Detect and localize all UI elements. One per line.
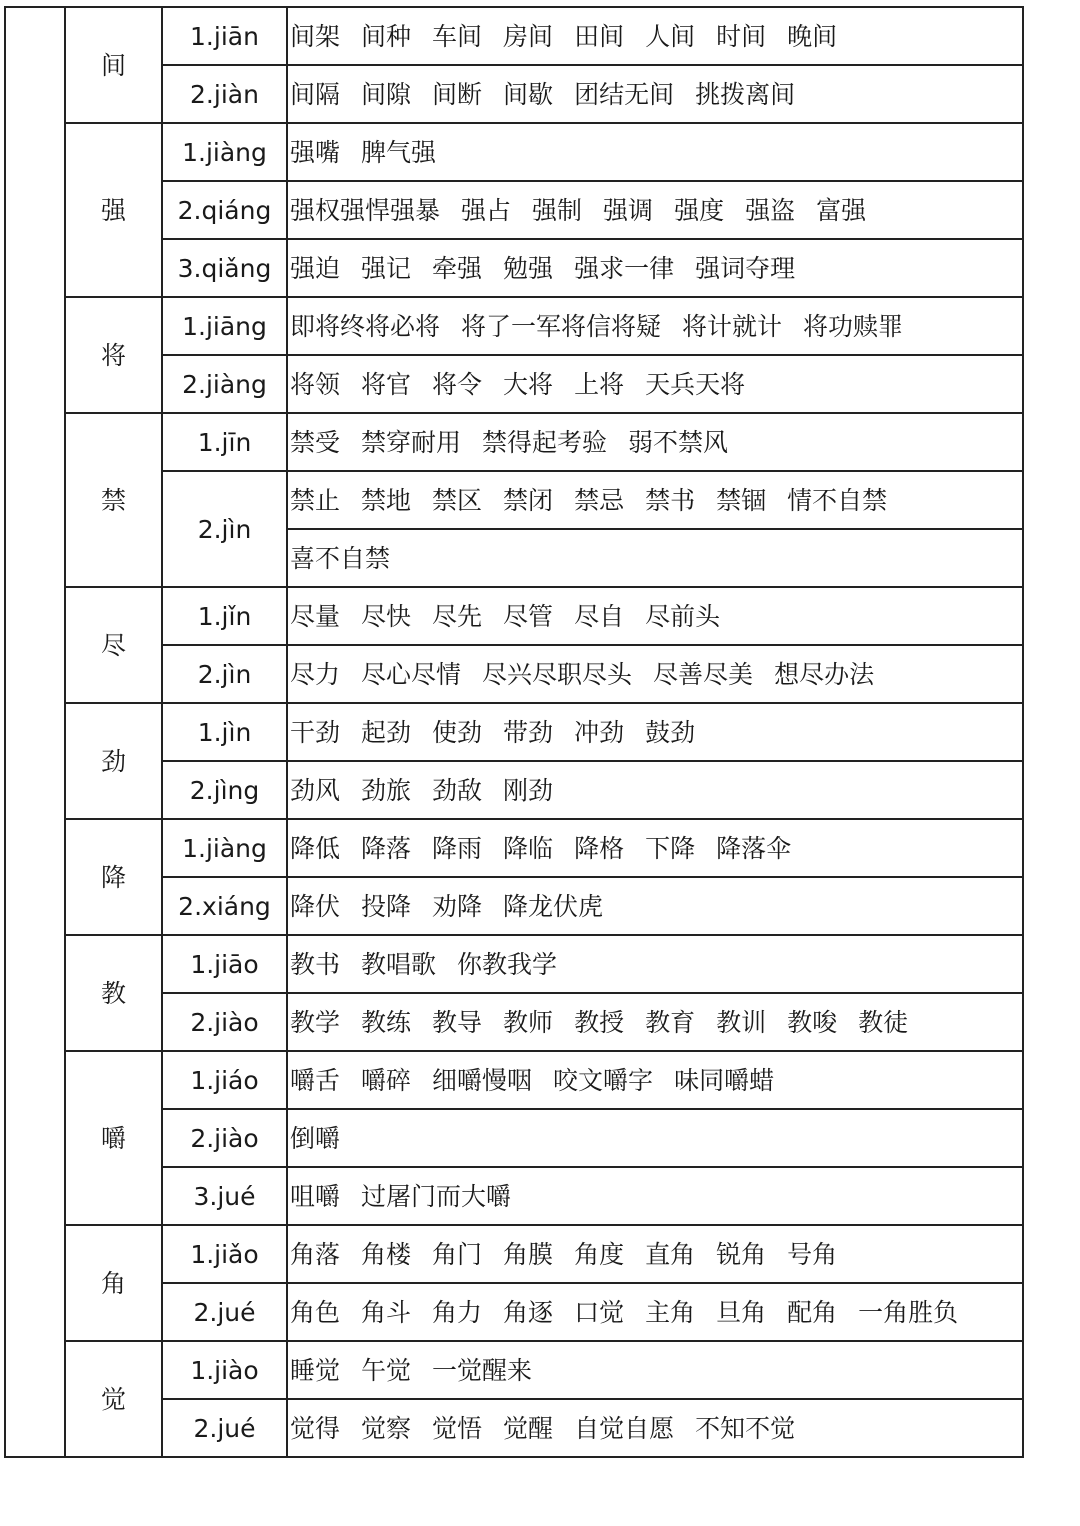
example-word: 禁受 [290,427,341,457]
example-word: 想尽办法 [774,659,875,689]
example-word: 直角 [645,1239,696,1269]
polyphone-table [4,6,1024,1458]
example-word: 大将 [503,369,554,399]
character-cell: 嚼 [65,1051,162,1225]
example-word: 间架 [290,21,341,51]
word-list-cell [287,355,1023,413]
word-list-cell [287,703,1023,761]
example-word: 时间 [716,21,767,51]
example-word: 教师 [503,1007,554,1037]
polyphone-table-container [4,6,1024,1458]
example-word: 教训 [716,1007,767,1037]
word-list-cell [287,877,1023,935]
example-word: 号角 [787,1239,838,1269]
example-word: 教授 [574,1007,625,1037]
polyphone-table-body [5,7,1023,1457]
example-word: 劲风 [290,775,341,805]
pinyin-cell: 3.qiǎng [162,239,287,297]
table-row [5,935,1023,993]
word-list-cell [287,1109,1023,1167]
table-row [5,587,1023,645]
example-word: 强嘴 [290,137,341,167]
example-word: 禁忌 [574,485,625,515]
example-word: 角力 [432,1297,483,1327]
example-word: 教唱歌 [361,949,437,979]
example-word: 人间 [645,21,696,51]
word-list-cell [287,761,1023,819]
example-word: 觉察 [361,1413,412,1443]
example-word: 降格 [574,833,625,863]
pinyin-cell: 2.jué [162,1399,287,1457]
example-word: 强求一律 [574,253,675,283]
example-word: 将领 [290,369,341,399]
example-word: 将官 [361,369,412,399]
table-row [5,819,1023,877]
table-row [5,123,1023,181]
example-word: 田间 [574,21,625,51]
pinyin-cell: 1.jiào [162,1341,287,1399]
pinyin-cell: 2.jìn [162,471,287,587]
example-word: 间隙 [361,79,412,109]
example-word: 角逐 [503,1297,554,1327]
example-word: 禁锢 [716,485,767,515]
character-cell: 劲 [65,703,162,819]
example-word: 弱不禁风 [628,427,729,457]
example-word: 投降 [361,891,412,921]
example-word: 间断 [432,79,483,109]
example-word: 劝降 [432,891,483,921]
example-word: 车间 [432,21,483,51]
example-word: 尽兴尽职尽头 [482,659,633,689]
example-word: 间种 [361,21,412,51]
example-word: 尽善尽美 [653,659,754,689]
word-list-cell [287,239,1023,297]
example-word: 房间 [503,21,554,51]
example-word: 口觉 [574,1297,625,1327]
character-cell: 角 [65,1225,162,1341]
blank-lead-column [5,7,65,1457]
example-word: 情不自禁 [787,485,888,515]
example-word: 团结无间 [574,79,675,109]
pinyin-cell: 1.jìn [162,703,287,761]
example-word: 尽快 [361,601,412,631]
example-word: 角度 [574,1239,625,1269]
pinyin-cell: 1.jǐn [162,587,287,645]
example-word: 不知不觉 [695,1413,796,1443]
table-row [5,297,1023,355]
table-row [5,7,1023,65]
pinyin-cell: 1.jīn [162,413,287,471]
pinyin-cell: 1.jiáo [162,1051,287,1109]
character-cell: 觉 [65,1341,162,1457]
example-word: 降落伞 [716,833,792,863]
example-word: 劲旅 [361,775,412,805]
example-word: 角斗 [361,1297,412,1327]
example-word: 强记 [361,253,412,283]
example-word: 晚间 [787,21,838,51]
example-word: 劲敌 [432,775,483,805]
pinyin-cell: 2.qiáng [162,181,287,239]
example-word: 强迫 [290,253,341,283]
pinyin-cell: 2.jìn [162,645,287,703]
example-word: 教书 [290,949,341,979]
example-word: 禁区 [432,485,483,515]
example-word: 上将 [574,369,625,399]
example-word: 将计就计 [682,311,783,341]
example-word: 使劲 [432,717,483,747]
word-list-cell [287,819,1023,877]
example-word: 鼓劲 [645,717,696,747]
example-word: 尽心尽情 [361,659,462,689]
pinyin-cell: 2.jìng [162,761,287,819]
example-word: 旦角 [716,1297,767,1327]
example-word: 降龙伏虎 [503,891,604,921]
example-word: 强制 [532,195,583,225]
example-word: 角色 [290,1297,341,1327]
pinyin-cell: 2.xiáng [162,877,287,935]
example-word: 自觉自愿 [574,1413,675,1443]
example-word: 降临 [503,833,554,863]
word-list-cell [287,529,1023,587]
character-cell: 尽 [65,587,162,703]
word-list-cell [287,1283,1023,1341]
example-word: 觉得 [290,1413,341,1443]
example-word: 尽先 [432,601,483,631]
example-word: 将功赎罪 [803,311,904,341]
word-list-cell [287,1225,1023,1283]
example-word: 教练 [361,1007,412,1037]
example-word: 降雨 [432,833,483,863]
example-word: 降低 [290,833,341,863]
example-word: 强词夺理 [695,253,796,283]
example-word: 富强 [816,195,867,225]
example-word: 角膜 [503,1239,554,1269]
example-word: 角门 [432,1239,483,1269]
example-word: 强权强悍强暴 [290,195,441,225]
example-word: 起劲 [361,717,412,747]
example-word: 咬文嚼字 [553,1065,654,1095]
example-word: 脾气强 [361,137,437,167]
pinyin-cell: 2.jiàng [162,355,287,413]
example-word: 尽管 [503,601,554,631]
example-word: 咀嚼 [290,1181,341,1211]
word-list-cell [287,935,1023,993]
example-word: 强度 [674,195,725,225]
pinyin-cell: 1.jiàng [162,123,287,181]
example-word: 勉强 [503,253,554,283]
example-word: 教徒 [858,1007,909,1037]
table-row [5,703,1023,761]
example-word: 挑拨离间 [695,79,796,109]
example-word: 下降 [645,833,696,863]
word-list-cell [287,413,1023,471]
character-cell: 间 [65,7,162,123]
example-word: 干劲 [290,717,341,747]
example-word: 过屠门而大嚼 [361,1181,512,1211]
word-list-cell [287,645,1023,703]
word-list-cell [287,587,1023,645]
example-word: 细嚼慢咽 [432,1065,533,1095]
example-word: 牵强 [432,253,483,283]
example-word: 尽前头 [645,601,721,631]
example-word: 间歇 [503,79,554,109]
pinyin-cell: 2.jiàn [162,65,287,123]
pinyin-cell: 2.jué [162,1283,287,1341]
example-word: 你教我学 [457,949,558,979]
example-word: 禁地 [361,485,412,515]
example-word: 禁止 [290,485,341,515]
example-word: 锐角 [716,1239,767,1269]
word-list-cell [287,471,1023,529]
example-word: 教唆 [787,1007,838,1037]
example-word: 带劲 [503,717,554,747]
table-row [5,1341,1023,1399]
example-word: 即将终将必将 [290,311,441,341]
example-word: 喜不自禁 [290,543,391,573]
example-word: 觉醒 [503,1413,554,1443]
character-cell: 降 [65,819,162,935]
example-word: 尽量 [290,601,341,631]
pinyin-cell: 2.jiào [162,1109,287,1167]
word-list-cell [287,181,1023,239]
example-word: 刚劲 [503,775,554,805]
example-word: 配角 [787,1297,838,1327]
word-list-cell [287,7,1023,65]
pinyin-cell: 1.jiāo [162,935,287,993]
pinyin-cell: 1.jiān [162,7,287,65]
example-word: 倒嚼 [290,1123,341,1153]
pinyin-cell: 1.jiāng [162,297,287,355]
example-word: 降落 [361,833,412,863]
example-word: 将令 [432,369,483,399]
character-cell: 将 [65,297,162,413]
example-word: 禁闭 [503,485,554,515]
table-row [5,1225,1023,1283]
pinyin-cell: 3.jué [162,1167,287,1225]
example-word: 味同嚼蜡 [674,1065,775,1095]
example-word: 禁得起考验 [482,427,608,457]
example-word: 间隔 [290,79,341,109]
example-word: 午觉 [361,1355,412,1385]
word-list-cell [287,297,1023,355]
example-word: 嚼碎 [361,1065,412,1095]
example-word: 角落 [290,1239,341,1269]
example-word: 禁穿耐用 [361,427,462,457]
word-list-cell [287,1399,1023,1457]
character-cell: 强 [65,123,162,297]
word-list-cell [287,123,1023,181]
example-word: 强盗 [745,195,796,225]
table-row [5,413,1023,471]
word-list-cell [287,65,1023,123]
example-word: 强调 [603,195,654,225]
example-word: 降伏 [290,891,341,921]
pinyin-cell: 1.jiàng [162,819,287,877]
example-word: 禁书 [645,485,696,515]
example-word: 天兵天将 [645,369,746,399]
example-word: 强占 [461,195,512,225]
example-word: 觉悟 [432,1413,483,1443]
word-list-cell [287,1341,1023,1399]
word-list-cell [287,993,1023,1051]
pinyin-cell: 2.jiào [162,993,287,1051]
example-word: 一角胜负 [858,1297,959,1327]
character-cell: 教 [65,935,162,1051]
example-word: 角楼 [361,1239,412,1269]
example-word: 尽力 [290,659,341,689]
pinyin-cell: 1.jiǎo [162,1225,287,1283]
word-list-cell [287,1051,1023,1109]
example-word: 冲劲 [574,717,625,747]
example-word: 教导 [432,1007,483,1037]
example-word: 嚼舌 [290,1065,341,1095]
example-word: 教学 [290,1007,341,1037]
example-word: 教育 [645,1007,696,1037]
example-word: 将了一军将信将疑 [461,311,662,341]
table-row [5,1051,1023,1109]
example-word: 主角 [645,1297,696,1327]
character-cell: 禁 [65,413,162,587]
example-word: 尽自 [574,601,625,631]
example-word: 睡觉 [290,1355,341,1385]
example-word: 一觉醒来 [432,1355,533,1385]
word-list-cell [287,1167,1023,1225]
